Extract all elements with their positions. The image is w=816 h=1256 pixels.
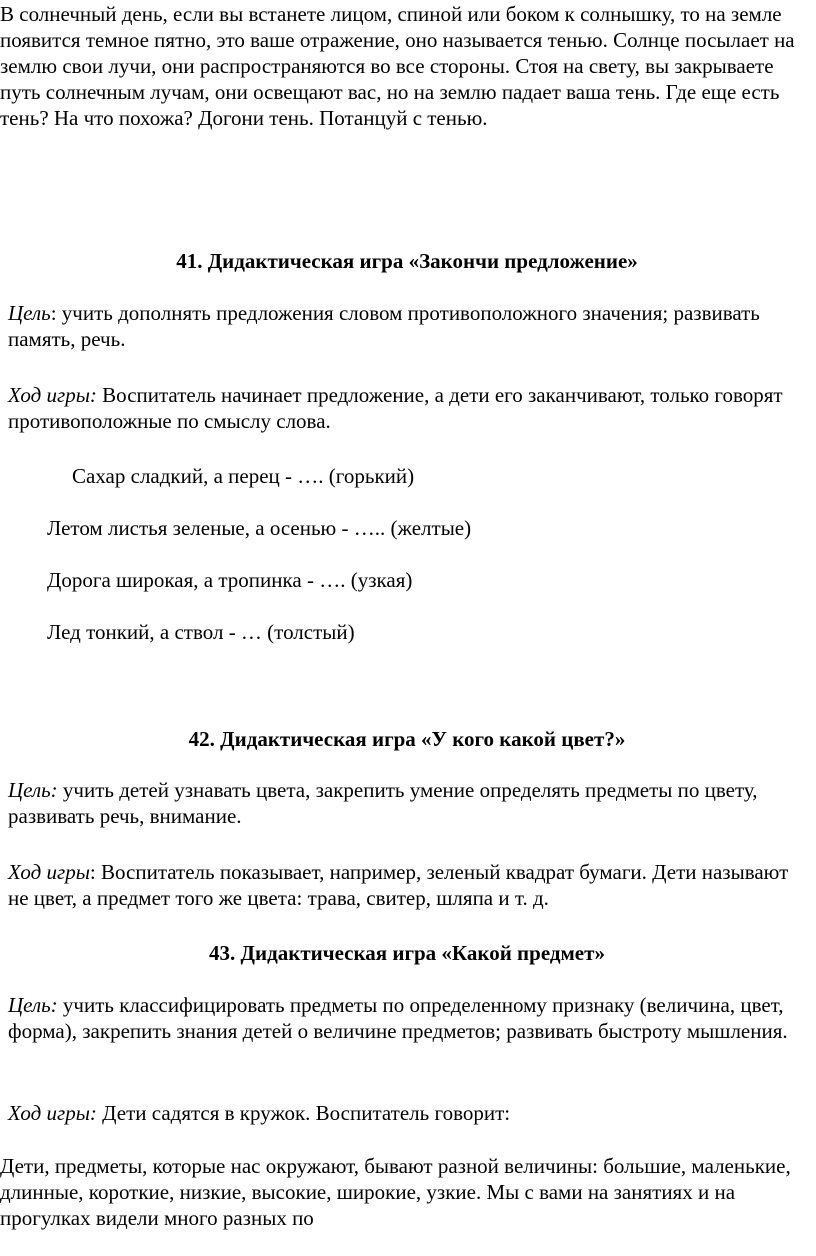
gameplay-label: Ход игры: (8, 1101, 97, 1125)
gameplay-label: Ход игры (8, 860, 90, 884)
section-41-gameplay (8, 382, 814, 434)
gameplay-text: Воспитатель начинает предложение, а дети его заканчивают, только говорят противоположные по смыслу слова. (8, 383, 783, 433)
intro-text: В солнечный день, если вы встанете лицом, спиной или боком к солнышку, то на земле появится темное пятно, это ваше отражение, оно называется тенью. Солнце посылает на землю свои лучи, они распространяются во все стороны. Стоя на свету, вы закрываете путь солнечным лучам, они освещают вас, но на землю падает ваша тень. Где еще есть тень? На что похожа? Догони тень. Потанцуй с тенью. (0, 2, 795, 130)
goal-text: учить классифицировать предметы по определенному признаку (величина, цвет, форма), закрепить знания детей о величине предметов; развивать быстроту мышления. (8, 993, 788, 1043)
section-43-goal (8, 992, 814, 1044)
gameplay-text: : Воспитатель показывает, например, зеленый квадрат бумаги. Дети называют не цвет, а предмет того же цвета: трава, свитер, шляпа и т. д. (8, 860, 789, 910)
section-42-goal (8, 777, 814, 829)
section-41-goal (8, 300, 814, 352)
section-43-heading: 43. Дидактическая игра «Какой предмет» (209, 941, 605, 965)
goal-label: Цель: (8, 778, 58, 802)
section-42-gameplay (8, 859, 814, 911)
gameplay-text: Дети садятся в кружок. Воспитатель говорит: (96, 1101, 511, 1125)
closing-paragraph: Дети, предметы, которые нас окружают, бывают разной величины: большие, маленькие, длинные, короткие, низкие, высокие, широкие, узкие. Мы с вами на занятиях и на прогулках видели много разных по (0, 1154, 791, 1230)
goal-label: Цель (8, 301, 51, 325)
goal-text: : учить дополнять предложения словом противоположного значения; развивать память, речь. (8, 301, 760, 351)
example-line: Лед тонкий, а ствол - … (толстый) (47, 620, 355, 644)
example-line: Дорога широкая, а тропинка - …. (узкая) (47, 568, 413, 592)
section-41-heading: 41. Дидактическая игра «Закончи предложение» (176, 249, 638, 273)
section-42-heading: 42. Дидактическая игра «У кого какой цвет?» (188, 727, 626, 751)
goal-text: учить детей узнавать цвета, закрепить умение определять предметы по цвету, развивать речь, внимание. (8, 778, 758, 828)
example-line: Сахар сладкий, а перец - …. (горький) (72, 464, 415, 488)
intro-paragraph (0, 1, 814, 131)
example-line: Летом листья зеленые, а осенью - ….. (желтые) (47, 516, 472, 540)
goal-label: Цель: (8, 993, 58, 1017)
gameplay-label: Ход игры: (8, 383, 97, 407)
section-43-gameplay (8, 1100, 814, 1126)
